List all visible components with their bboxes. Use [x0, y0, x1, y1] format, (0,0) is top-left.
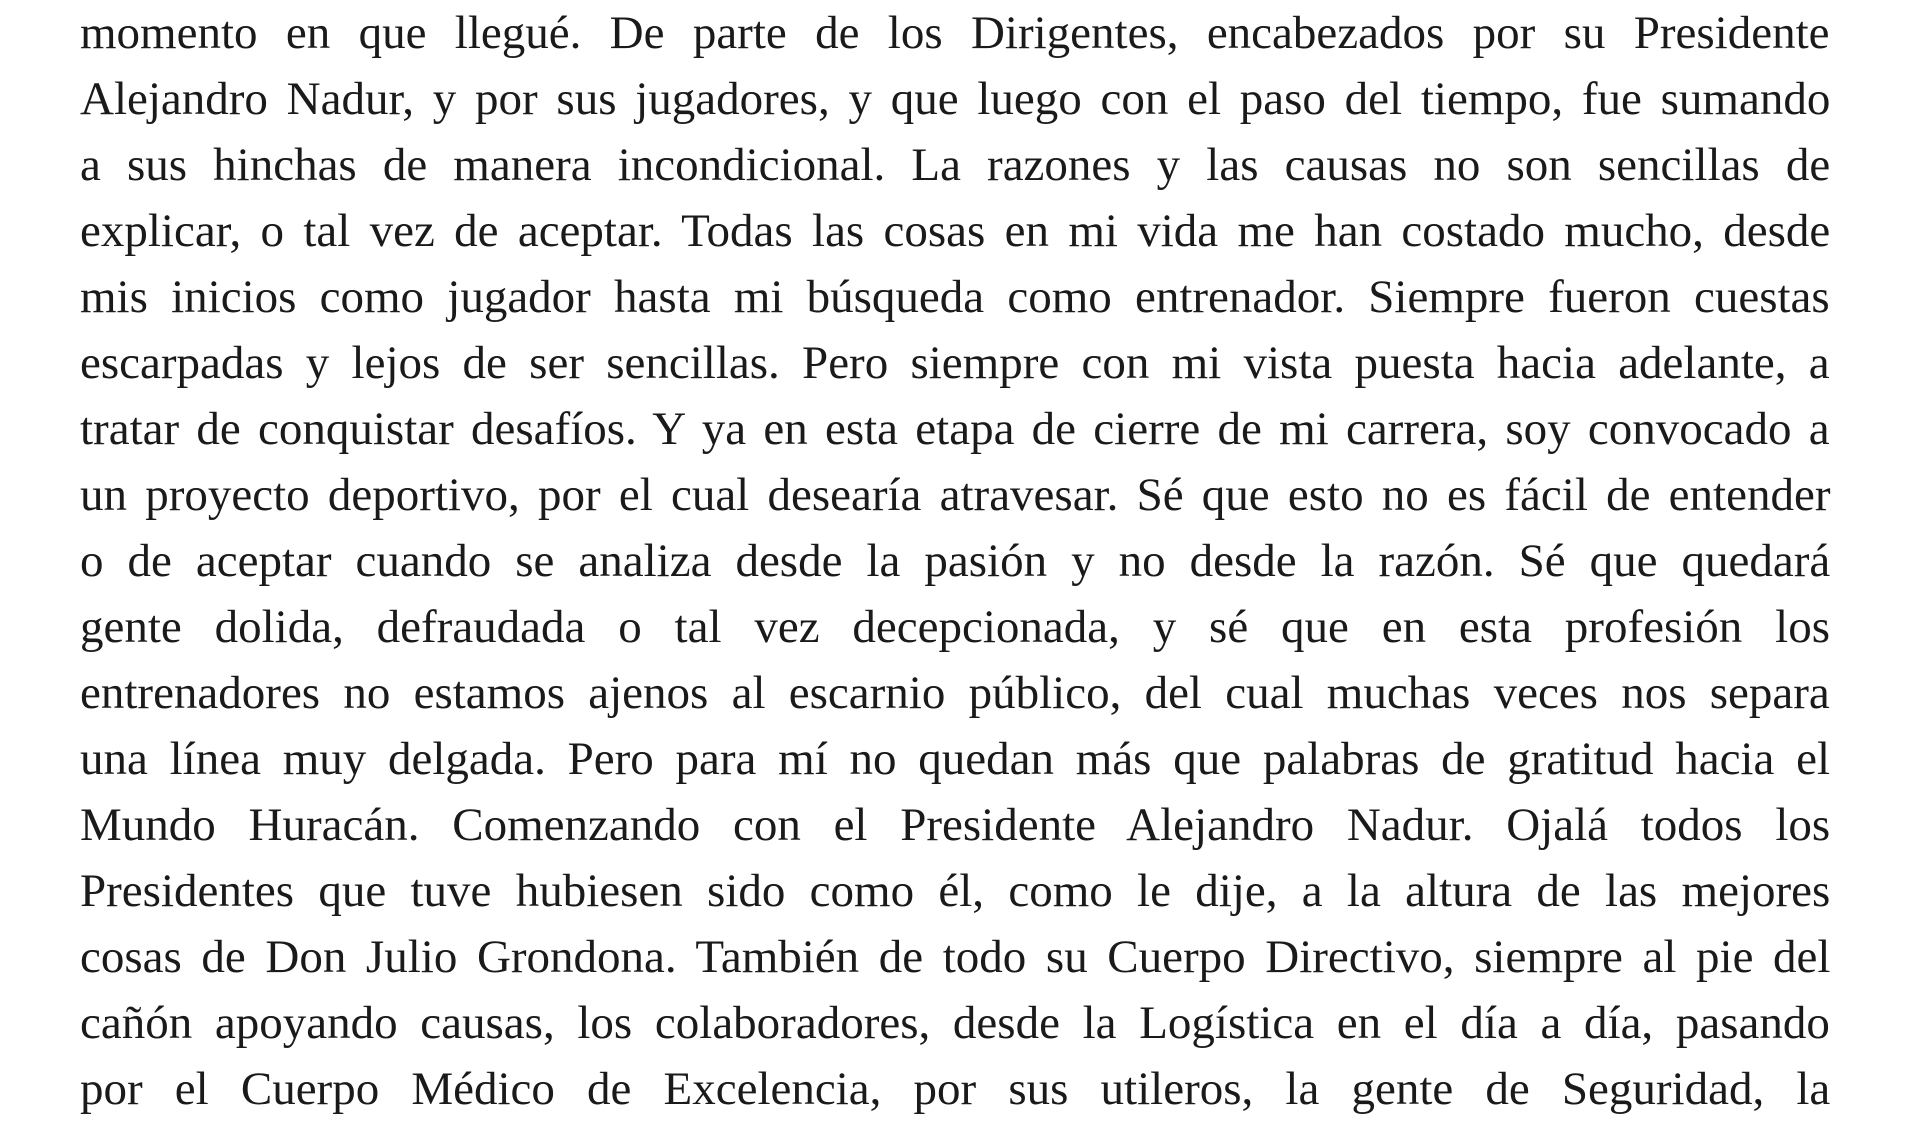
letter-body: [80, 0, 1830, 1122]
text-line-3: a sus hinchas de manera incondicional. La razones y las causas no son sencillas de: [80, 139, 1831, 191]
text-line-9: o de aceptar cuando se analiza desde la pasión y no desde la razón. Sé que quedará: [80, 535, 1831, 587]
text-line-1: momento en que llegué. De parte de los Dirigentes, encabezados por su Presidente: [80, 7, 1830, 59]
text-line-14: Presidentes que tuve hubiesen sido como él, como le dije, a la altura de las mejores: [80, 865, 1831, 917]
text-line-6: escarpadas y lejos de ser sencillas. Pero siempre con mi vista puesta hacia adelante, a: [80, 337, 1830, 389]
text-line-15: cosas de Don Julio Grondona. También de todo su Cuerpo Directivo, siempre al pie del: [80, 931, 1831, 983]
text-line-17: por el Cuerpo Médico de Excelencia, por sus utileros, la gente de Seguridad, la: [80, 1063, 1831, 1115]
text-line-2: Alejandro Nadur, y por sus jugadores, y que luego con el paso del tiempo, fue sumando: [80, 73, 1831, 125]
text-line-10: gente dolida, defraudada o tal vez decepcionada, y sé que en esta profesión los: [80, 601, 1830, 653]
text-line-4: explicar, o tal vez de aceptar. Todas las cosas en mi vida me han costado mucho, desde: [80, 205, 1831, 257]
text-line-5: mis inicios como jugador hasta mi búsqueda como entrenador. Siempre fueron cuestas: [80, 271, 1830, 323]
text-line-11: entrenadores no estamos ajenos al escarnio público, del cual muchas veces nos separa: [80, 667, 1830, 719]
text-line-12: una línea muy delgada. Pero para mí no quedan más que palabras de gratitud hacia el: [80, 733, 1831, 785]
text-line-8: un proyecto deportivo, por el cual desearía atravesar. Sé que esto no es fácil de entender: [80, 469, 1831, 521]
text-line-13: Mundo Huracán. Comenzando con el Presidente Alejandro Nadur. Ojalá todos los: [80, 799, 1831, 851]
text-line-7: tratar de conquistar desafíos. Y ya en esta etapa de cierre de mi carrera, soy convocado a: [80, 403, 1830, 455]
text-line-16: cañón apoyando causas, los colaboradores, desde la Logística en el día a día, pasando: [80, 997, 1830, 1049]
